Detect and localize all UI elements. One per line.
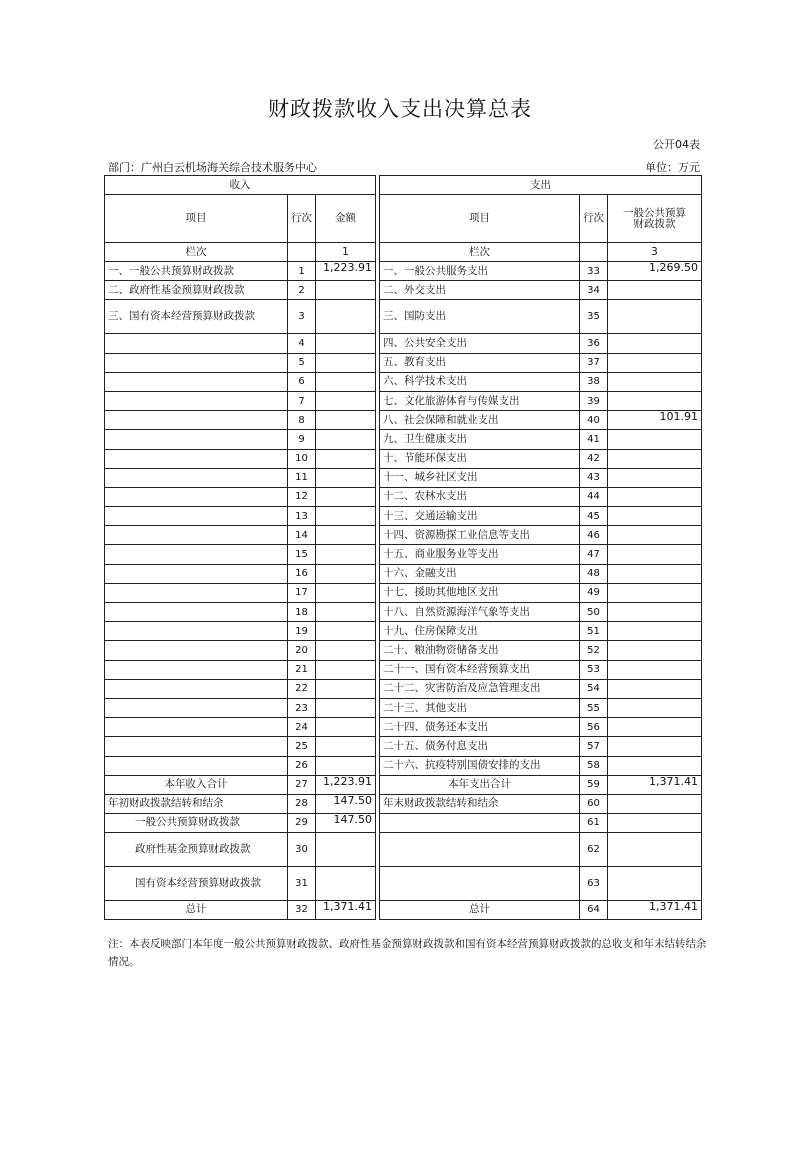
form-number: 公开04表 <box>653 138 700 151</box>
income-line-number: 22 <box>288 679 316 698</box>
expense-line-header: 行次 <box>580 195 608 243</box>
expense-line-number: 37 <box>580 353 608 372</box>
income-line-number: 14 <box>288 526 316 545</box>
expense-line-number: 54 <box>580 679 608 698</box>
expense-amount <box>608 449 702 468</box>
expense-line-number: 64 <box>580 900 608 919</box>
income-amount <box>316 487 376 506</box>
expense-item: 十九、住房保障支出 <box>380 622 580 641</box>
income-line-number: 4 <box>288 334 316 353</box>
expense-amount <box>608 468 702 487</box>
expense-item: 十七、援助其他地区支出 <box>380 583 580 602</box>
expense-general-budget-header: 一般公共预算财政拨款 <box>608 195 702 243</box>
income-item <box>105 698 288 717</box>
table-row <box>105 564 702 583</box>
income-item <box>105 756 288 775</box>
expense-line-number: 38 <box>580 372 608 391</box>
table-row <box>105 526 702 545</box>
income-amount <box>316 583 376 602</box>
expense-line-number: 55 <box>580 698 608 717</box>
total-row <box>105 813 702 832</box>
income-item <box>105 545 288 564</box>
income-line-number: 28 <box>288 794 316 813</box>
expense-item: 二十二、灾害防治及应急管理支出 <box>380 679 580 698</box>
income-line-number: 10 <box>288 449 316 468</box>
income-item <box>105 679 288 698</box>
table-row <box>105 372 702 391</box>
expense-line-number: 60 <box>580 794 608 813</box>
income-amount <box>316 353 376 372</box>
income-line-number: 9 <box>288 430 316 449</box>
table-row <box>105 507 702 526</box>
expense-amount <box>608 281 702 300</box>
expense-item: 本年支出合计 <box>380 775 580 794</box>
income-item: 总计 <box>105 900 288 919</box>
total-row <box>105 866 702 900</box>
income-line-number: 5 <box>288 353 316 372</box>
expense-item: 二十六、抗疫特别国债安排的支出 <box>380 756 580 775</box>
expense-amount <box>608 698 702 717</box>
table-row <box>105 300 702 334</box>
expense-amount <box>608 718 702 737</box>
income-line-number: 2 <box>288 281 316 300</box>
expense-amount <box>608 737 702 756</box>
income-item <box>105 334 288 353</box>
income-amount <box>316 507 376 526</box>
column-header-row <box>105 195 702 243</box>
income-line-number: 8 <box>288 411 316 430</box>
income-amount <box>316 334 376 353</box>
expense-item: 二十、粮油物资储备支出 <box>380 641 580 660</box>
income-item <box>105 507 288 526</box>
expense-line-number: 33 <box>580 262 608 281</box>
table-row <box>105 391 702 410</box>
expense-amount <box>608 545 702 564</box>
expense-line-number: 50 <box>580 603 608 622</box>
income-line-number: 30 <box>288 832 316 866</box>
income-item: 本年收入合计 <box>105 775 288 794</box>
income-amount: 147.50 <box>316 813 376 832</box>
expense-item: 七、文化旅游体育与传媒支出 <box>380 391 580 410</box>
expense-line-number: 59 <box>580 775 608 794</box>
expense-item: 二十五、债务付息支出 <box>380 737 580 756</box>
income-line-number: 13 <box>288 507 316 526</box>
expense-item: 十六、金融支出 <box>380 564 580 583</box>
table-row <box>105 334 702 353</box>
table-row <box>105 660 702 679</box>
expense-item: 十四、资源勘探工业信息等支出 <box>380 526 580 545</box>
income-item: 国有资本经营预算财政拨款 <box>105 866 288 900</box>
income-line-number: 6 <box>288 372 316 391</box>
table-row <box>105 679 702 698</box>
expense-line-number: 41 <box>580 430 608 449</box>
column-index-row <box>105 243 702 262</box>
expense-item: 八、社会保障和就业支出 <box>380 411 580 430</box>
table-row <box>105 353 702 372</box>
expense-item: 十五、商业服务业等支出 <box>380 545 580 564</box>
expense-item-header: 项目 <box>380 195 580 243</box>
income-item: 三、国有资本经营预算财政拨款 <box>105 300 288 334</box>
income-amount <box>316 660 376 679</box>
expense-line-number: 56 <box>580 718 608 737</box>
income-item-header: 项目 <box>105 195 288 243</box>
expense-item: 五、教育支出 <box>380 353 580 372</box>
income-line-number: 19 <box>288 622 316 641</box>
income-amount <box>316 698 376 717</box>
expense-item: 年末财政拨款结转和结余 <box>380 794 580 813</box>
expense-item: 九、卫生健康支出 <box>380 430 580 449</box>
income-item: 政府性基金预算财政拨款 <box>105 832 288 866</box>
income-amount <box>316 564 376 583</box>
expense-amount <box>608 430 702 449</box>
expense-line-number: 49 <box>580 583 608 602</box>
total-row <box>105 775 702 794</box>
expense-amount <box>608 526 702 545</box>
income-item <box>105 468 288 487</box>
income-line-number: 24 <box>288 718 316 737</box>
income-column-index-label: 栏次 <box>105 243 288 262</box>
income-line-number: 31 <box>288 866 316 900</box>
page-title: 财政拨款收入支出决算总表 <box>268 97 532 121</box>
income-amount: 1,371.41 <box>316 900 376 919</box>
department-label: 部门：广州白云机场海关综合技术服务中心 <box>108 161 317 174</box>
footnote: 注：本表反映部门本年度一般公共预算财政拨款、政府性基金预算财政拨款和国有资本经营预算财政拨款的总收支和年末结转结余情况。 <box>108 938 707 968</box>
income-amount <box>316 622 376 641</box>
income-amount <box>316 411 376 430</box>
income-line-number: 21 <box>288 660 316 679</box>
income-line-number: 3 <box>288 300 316 334</box>
income-item <box>105 526 288 545</box>
expense-item: 四、公共安全支出 <box>380 334 580 353</box>
expense-amount <box>608 756 702 775</box>
expense-line-number: 42 <box>580 449 608 468</box>
table-row <box>105 737 702 756</box>
table-row <box>105 449 702 468</box>
expense-amount <box>608 679 702 698</box>
expense-line-number: 57 <box>580 737 608 756</box>
income-line-header: 行次 <box>288 195 316 243</box>
expense-amount <box>608 603 702 622</box>
expense-item: 十一、城乡社区支出 <box>380 468 580 487</box>
total-row <box>105 794 702 813</box>
income-amount <box>316 372 376 391</box>
income-line-number: 27 <box>288 775 316 794</box>
income-amount: 1,223.91 <box>316 775 376 794</box>
expense-line-number: 63 <box>580 866 608 900</box>
income-item: 一、一般公共预算财政拨款 <box>105 262 288 281</box>
table-row <box>105 262 702 281</box>
income-amount-header: 金额 <box>316 195 376 243</box>
expense-section-header: 支出 <box>380 176 702 195</box>
income-item <box>105 487 288 506</box>
expense-amount <box>608 353 702 372</box>
expense-item: 三、国防支出 <box>380 300 580 334</box>
income-amount <box>316 866 376 900</box>
income-line-number: 17 <box>288 583 316 602</box>
income-amount: 147.50 <box>316 794 376 813</box>
expense-item: 十八、自然资源海洋气象等支出 <box>380 603 580 622</box>
expense-item <box>380 832 580 866</box>
expense-line-number: 52 <box>580 641 608 660</box>
total-row <box>105 900 702 919</box>
expense-line-number: 43 <box>580 468 608 487</box>
income-item <box>105 603 288 622</box>
income-amount <box>316 300 376 334</box>
expense-column-index-3: 3 <box>608 243 702 262</box>
table-row <box>105 430 702 449</box>
income-amount <box>316 756 376 775</box>
income-line-number: 18 <box>288 603 316 622</box>
expense-line-number: 62 <box>580 832 608 866</box>
expense-amount <box>608 641 702 660</box>
income-item <box>105 391 288 410</box>
expense-amount <box>608 391 702 410</box>
income-column-index-1: 1 <box>316 243 376 262</box>
table-row <box>105 545 702 564</box>
expense-line-number: 47 <box>580 545 608 564</box>
expense-amount <box>608 564 702 583</box>
income-item <box>105 641 288 660</box>
expense-line-number: 53 <box>580 660 608 679</box>
income-line-number: 1 <box>288 262 316 281</box>
expense-amount <box>608 372 702 391</box>
table-row <box>105 281 702 300</box>
expense-item: 一、一般公共服务支出 <box>380 262 580 281</box>
income-line-number: 25 <box>288 737 316 756</box>
expense-line-number: 36 <box>580 334 608 353</box>
table-row <box>105 622 702 641</box>
income-item <box>105 583 288 602</box>
income-amount <box>316 526 376 545</box>
income-item <box>105 449 288 468</box>
expense-line-number: 61 <box>580 813 608 832</box>
expense-line-number: 39 <box>580 391 608 410</box>
income-item <box>105 372 288 391</box>
income-amount <box>316 391 376 410</box>
income-amount <box>316 281 376 300</box>
expense-amount <box>608 334 702 353</box>
section-header-row <box>105 176 702 195</box>
income-item: 二、政府性基金预算财政拨款 <box>105 281 288 300</box>
income-line-number: 23 <box>288 698 316 717</box>
income-amount <box>316 641 376 660</box>
income-item <box>105 718 288 737</box>
expense-amount <box>608 794 702 813</box>
income-line-number: 29 <box>288 813 316 832</box>
expense-item <box>380 813 580 832</box>
expense-line-number: 40 <box>580 411 608 430</box>
expense-line-number: 46 <box>580 526 608 545</box>
income-line-number: 20 <box>288 641 316 660</box>
table-row <box>105 756 702 775</box>
expense-item: 二十四、债务还本支出 <box>380 718 580 737</box>
expense-column-index-label: 栏次 <box>380 243 580 262</box>
expense-line-number: 58 <box>580 756 608 775</box>
expense-amount: 1,371.41 <box>608 775 702 794</box>
income-item <box>105 353 288 372</box>
income-section-header: 收入 <box>105 176 376 195</box>
expense-amount <box>608 813 702 832</box>
income-line-number: 12 <box>288 487 316 506</box>
income-item: 一般公共预算财政拨款 <box>105 813 288 832</box>
table-row <box>105 583 702 602</box>
expense-item <box>380 866 580 900</box>
expense-item: 二、外交支出 <box>380 281 580 300</box>
income-amount <box>316 449 376 468</box>
expense-amount <box>608 866 702 900</box>
expense-amount <box>608 583 702 602</box>
expense-amount <box>608 507 702 526</box>
income-line-number: 32 <box>288 900 316 919</box>
expense-amount <box>608 300 702 334</box>
income-amount <box>316 737 376 756</box>
income-amount <box>316 679 376 698</box>
income-amount: 1,223.91 <box>316 262 376 281</box>
expense-item: 总计 <box>380 900 580 919</box>
income-amount <box>316 718 376 737</box>
fiscal-summary-table <box>104 175 702 920</box>
unit-label: 单位：万元 <box>645 161 700 174</box>
expense-item: 十、节能环保支出 <box>380 449 580 468</box>
income-amount <box>316 430 376 449</box>
expense-item: 二十一、国有资本经营预算支出 <box>380 660 580 679</box>
expense-line-number: 34 <box>580 281 608 300</box>
income-line-number: 26 <box>288 756 316 775</box>
income-item <box>105 622 288 641</box>
expense-item: 六、科学技术支出 <box>380 372 580 391</box>
income-amount <box>316 545 376 564</box>
expense-line-number: 45 <box>580 507 608 526</box>
expense-line-number: 51 <box>580 622 608 641</box>
income-item <box>105 737 288 756</box>
expense-amount: 101.91 <box>608 411 702 430</box>
expense-amount <box>608 487 702 506</box>
income-item <box>105 430 288 449</box>
income-line-number: 16 <box>288 564 316 583</box>
table-row <box>105 641 702 660</box>
income-item <box>105 660 288 679</box>
table-row <box>105 603 702 622</box>
expense-amount <box>608 832 702 866</box>
expense-line-number: 48 <box>580 564 608 583</box>
income-line-number: 11 <box>288 468 316 487</box>
expense-amount <box>608 622 702 641</box>
expense-amount: 1,371.41 <box>608 900 702 919</box>
expense-line-number: 35 <box>580 300 608 334</box>
table-row <box>105 718 702 737</box>
table-row <box>105 468 702 487</box>
income-item: 年初财政拨款结转和结余 <box>105 794 288 813</box>
expense-line-number: 44 <box>580 487 608 506</box>
table-row <box>105 411 702 430</box>
expense-item: 十三、交通运输支出 <box>380 507 580 526</box>
expense-amount <box>608 660 702 679</box>
expense-item: 十二、农林水支出 <box>380 487 580 506</box>
expense-item: 二十三、其他支出 <box>380 698 580 717</box>
table-row <box>105 698 702 717</box>
income-line-number: 7 <box>288 391 316 410</box>
income-amount <box>316 832 376 866</box>
income-amount <box>316 468 376 487</box>
expense-amount: 1,269.50 <box>608 262 702 281</box>
income-amount <box>316 603 376 622</box>
income-line-number: 15 <box>288 545 316 564</box>
total-row <box>105 832 702 866</box>
income-item <box>105 411 288 430</box>
income-item <box>105 564 288 583</box>
table-row <box>105 487 702 506</box>
